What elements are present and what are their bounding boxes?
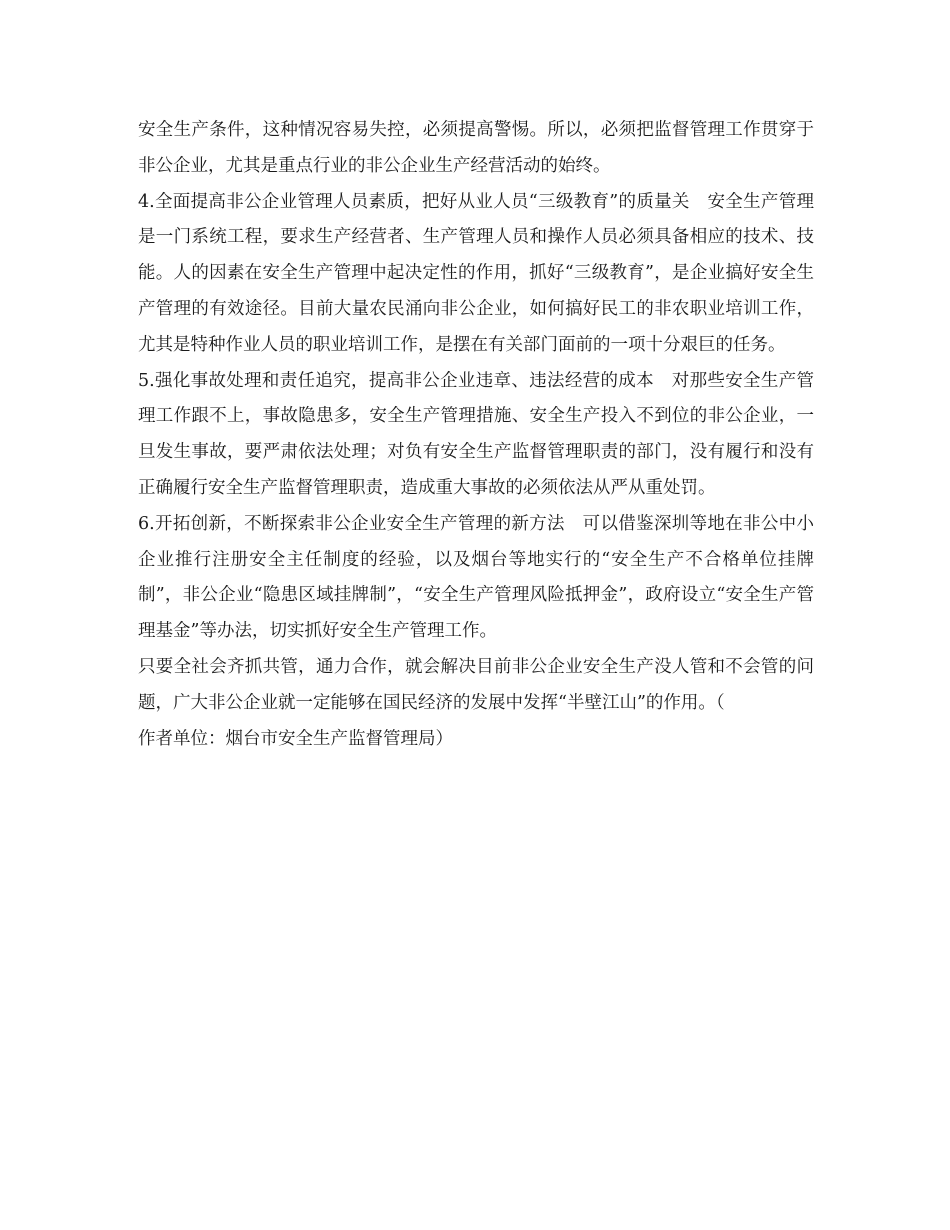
- document-body: [138, 113, 814, 757]
- author-affiliation: 作者单位：烟台市安全生产监督管理局）: [138, 728, 453, 749]
- paragraph-conclusion: 只要全社会齐抓共管，通力合作，就会解决目前非公企业安全生产没人管和不会管的问题，广大非公企业就一定能够在国民经济的发展中发挥“半壁江山”的作用。（: [138, 656, 814, 713]
- paragraph-item-5: 5.强化事故处理和责任追究，提高非公企业违章、违法经营的成本 对那些安全生产管理工作跟不上，事故隐患多，安全生产管理措施、安全生产投入不到位的非公企业，一旦发生事故，要严肃依法处理；对负有安全生产监督管理职责的部门，没有履行和没有正确履行安全生产监督管理职责，造成重大事故的必须依法从严从重处罚。: [138, 370, 814, 498]
- paragraph-item-4: 4.全面提高非公企业管理人员素质，把好从业人员“三级教育”的质量关 安全生产管理是一门系统工程，要求生产经营者、生产管理人员和操作人员必须具备相应的技术、技能。人的因素在安全生产管理中起决定性的作用，抓好“三级教育”，是企业搞好安全生产管理的有效途径。目前大量农民涌向非公企业，如何搞好民工的非农职业培训工作，尤其是特种作业人员的职业培训工作，是摆在有关部门面前的一项十分艰巨的任务。: [138, 191, 814, 355]
- paragraph-continuation: 安全生产条件，这种情况容易失控，必须提高警惕。所以，必须把监督管理工作贯穿于非公企业，尤其是重点行业的非公企业生产经营活动的始终。: [138, 120, 814, 176]
- paragraph-item-6: 6.开拓创新，不断探索非公企业安全生产管理的新方法 可以借鉴深圳等地在非公中小企业推行注册安全主任制度的经验，以及烟台等地实行的“安全生产不合格单位挂牌制”，非公企业“隐患区域挂牌制”，“安全生产管理风险抵押金”，政府设立“安全生产管理基金”等办法，切实抓好安全生产管理工作。: [138, 513, 814, 642]
